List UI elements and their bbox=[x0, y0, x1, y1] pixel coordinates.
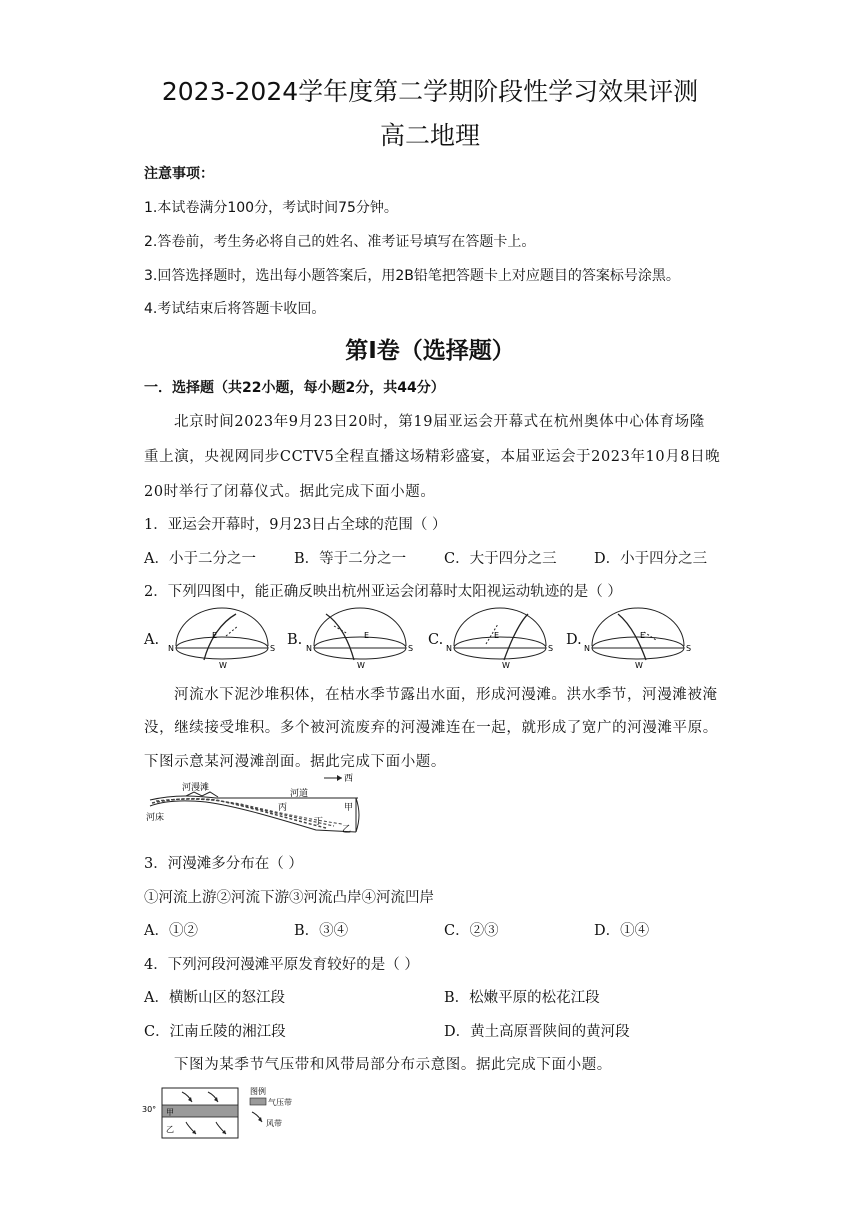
lat-label: 30° bbox=[142, 1105, 157, 1114]
dir-n: N bbox=[584, 644, 590, 653]
fig-label-channel: 河道 bbox=[290, 789, 309, 799]
dir-n: N bbox=[306, 644, 312, 653]
belt-jia: 甲 bbox=[166, 1108, 174, 1117]
passage-line: 河流水下泥沙堆积体，在枯水季节露出水面，形成河漫滩。洪水季节，河漫滩被淹 bbox=[174, 687, 718, 703]
dir-w: W bbox=[502, 661, 510, 670]
dir-n: N bbox=[168, 644, 174, 653]
note-item: 3.回答选择题时，选出每小题答案后，用2B铅笔把答题卡上对应题目的答案标号涂黑。 bbox=[144, 268, 680, 284]
dir-e: E bbox=[212, 631, 218, 640]
exam-title: 2023-2024学年度第二学期阶段性学习效果评测 bbox=[161, 77, 699, 106]
section-title: 第Ⅰ卷（选择题） bbox=[345, 338, 515, 364]
question-2-stem: 2．下列四图中，能正确反映出杭州亚运会闭幕时太阳视运动轨迹的是（ ） bbox=[144, 584, 622, 600]
passage-line: 20时举行了闭幕仪式。据此完成下面小题。 bbox=[144, 484, 436, 500]
fig-label-bed: 河床 bbox=[146, 813, 165, 823]
legend-pressure-belt: 气压带 bbox=[268, 1098, 292, 1107]
fig-label-floodplain: 河漫滩 bbox=[182, 783, 210, 793]
note-item: 1.本试卷满分100分，考试时间75分钟。 bbox=[144, 200, 398, 216]
question-1-stem: 1．亚运会开幕时，9月23日占全球的范围（ ） bbox=[144, 517, 447, 533]
dir-e: E bbox=[494, 631, 500, 640]
q3-choices: ①河流上游②河流下游③河流凸岸④河流凹岸 bbox=[144, 890, 434, 906]
q4-option-d: D．黄土高原晋陕间的黄河段 bbox=[444, 1024, 630, 1040]
belt-yi: 乙 bbox=[166, 1125, 174, 1134]
passage-line: 没，继续接受堆积。多个被河流废弃的河漫滩连在一起，就形成了宽广的河漫滩平原。 bbox=[144, 720, 718, 736]
dir-w: W bbox=[357, 661, 365, 670]
sun-path-diagram-b bbox=[304, 604, 416, 674]
dir-w: W bbox=[219, 661, 227, 670]
pressure-wind-belt-figure bbox=[142, 1084, 302, 1142]
sun-path-diagram-c bbox=[444, 604, 556, 674]
legend-wind-belt: 风带 bbox=[266, 1119, 282, 1128]
dir-e: E bbox=[364, 631, 370, 640]
q4-option-b: B．松嫩平原的松花江段 bbox=[444, 990, 600, 1006]
q1-option-d: D．小于四分之三 bbox=[594, 551, 708, 567]
q3-option-d: D．①④ bbox=[594, 923, 650, 939]
dir-w: W bbox=[635, 661, 643, 670]
fig-label-ding: 丁 bbox=[314, 817, 324, 827]
notes-heading: 注意事项： bbox=[144, 166, 214, 182]
dir-s: S bbox=[270, 644, 276, 653]
passage-line: 下图为某季节气压带和风带局部分布示意图。据此完成下面小题。 bbox=[174, 1057, 612, 1073]
dir-n: N bbox=[446, 644, 452, 653]
passage-line: 下图示意某河漫滩剖面。据此完成下面小题。 bbox=[144, 754, 446, 770]
passage-line: 北京时间2023年9月23日20时，第19届亚运会开幕式在杭州奥体中心体育场隆 bbox=[174, 414, 705, 430]
q2-option-b-label: B. bbox=[287, 632, 303, 648]
question-3-stem: 3．河漫滩多分布在（ ） bbox=[144, 856, 303, 872]
fig-label-jia: 甲 bbox=[344, 803, 354, 813]
fig-label-west: 西 bbox=[344, 774, 354, 784]
exam-subject: 高二地理 bbox=[379, 121, 480, 150]
section-subtitle: 一．选择题（共22小题，每小题2分，共44分） bbox=[144, 380, 445, 396]
passage-line: 重上演，央视网同步CCTV5全程直播这场精彩盛宴，本届亚运会于2023年10月8日晚 bbox=[144, 449, 721, 465]
q2-option-a-label: A. bbox=[144, 632, 160, 648]
q2-option-c-label: C. bbox=[428, 632, 444, 648]
q3-option-c: C．②③ bbox=[444, 923, 499, 939]
sun-path-diagram-d bbox=[582, 604, 694, 674]
q4-option-c: C．江南丘陵的湘江段 bbox=[144, 1024, 286, 1040]
q3-option-b: B．③④ bbox=[294, 923, 349, 939]
legend-title: 图例 bbox=[250, 1087, 266, 1096]
fig-label-yi: 乙 bbox=[342, 825, 352, 835]
q1-option-b: B．等于二分之一 bbox=[294, 551, 407, 567]
fig-label-bing: 丙 bbox=[278, 803, 288, 813]
floodplain-cross-section-figure bbox=[146, 770, 362, 840]
q3-option-a: A．①② bbox=[144, 923, 198, 939]
dir-s: S bbox=[408, 644, 414, 653]
note-item: 4.考试结束后将答题卡收回。 bbox=[144, 301, 326, 317]
q1-option-c: C．大于四分之三 bbox=[444, 551, 557, 567]
dir-s: S bbox=[548, 644, 554, 653]
dir-s: S bbox=[686, 644, 692, 653]
q1-option-a: A．小于二分之一 bbox=[144, 551, 256, 567]
question-4-stem: 4．下列河段河漫滩平原发育较好的是（ ） bbox=[144, 957, 419, 973]
note-item: 2.答卷前，考生务必将自己的姓名、准考证号填写在答题卡上。 bbox=[144, 234, 536, 250]
q4-option-a: A．横断山区的怒江段 bbox=[144, 990, 285, 1006]
dir-e: E bbox=[640, 631, 646, 640]
q2-option-d-label: D. bbox=[566, 632, 582, 648]
sun-path-diagram-a bbox=[166, 604, 278, 674]
